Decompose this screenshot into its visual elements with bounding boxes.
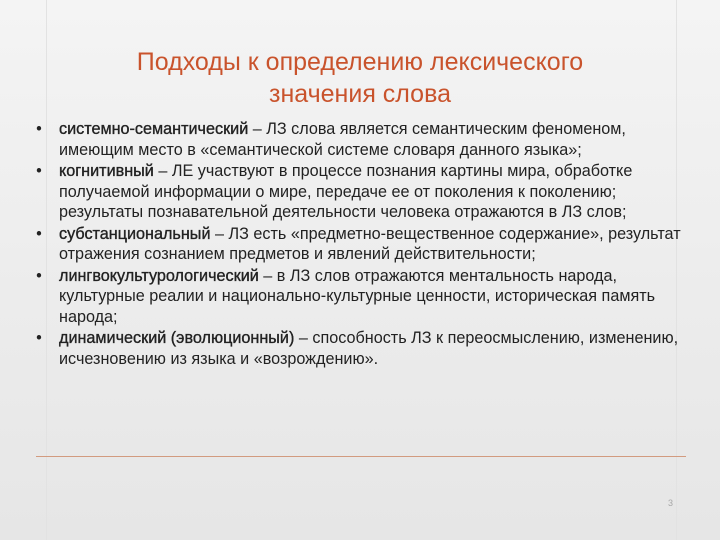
page-number: 3 bbox=[668, 498, 674, 508]
list-item bbox=[32, 266, 697, 328]
slide-title-line-2: значения слова bbox=[269, 80, 451, 108]
list-item bbox=[32, 161, 697, 223]
list-item bbox=[32, 224, 697, 265]
approach-description: – ЛЗ есть «предметно-вещественное содержание», результат отражения сознанием предметов и явлений действительности; bbox=[59, 224, 681, 263]
list-item bbox=[32, 328, 697, 369]
approach-description: – в ЛЗ слов отражаются ментальность народа, культурные реалии и национально-культурные ценности, историческая память народа; bbox=[59, 266, 656, 326]
slide-title-line-1: Подходы к определению лексического bbox=[136, 48, 584, 76]
approach-term: системно-семантический bbox=[59, 120, 249, 138]
list-item bbox=[32, 119, 697, 160]
approach-description: – ЛЕ участвуют в процессе познания картины мира, обработке получаемой информации о мире, передаче ее от поколения к поколению; результаты познавательной деятельности человека отражаются в ЛЗ слов; bbox=[59, 162, 633, 221]
approach-term: динамический (эволюционный) bbox=[59, 329, 295, 347]
bullet-icon: • bbox=[36, 120, 42, 138]
approach-description: – ЛЗ слова является семантическим феноменом, имеющим место в «семантической системе словаря данного языка»; bbox=[59, 120, 626, 159]
approach-term: лингвокультурологический bbox=[59, 266, 259, 285]
bullet-icon: • bbox=[36, 266, 42, 285]
bullet-icon: • bbox=[36, 329, 42, 347]
approach-term: субстанциональный bbox=[59, 224, 211, 243]
bullet-icon: • bbox=[36, 224, 42, 243]
footer-divider bbox=[36, 456, 686, 457]
approach-term: когнитивный bbox=[59, 162, 154, 180]
approach-description: – способность ЛЗ к переосмыслению, изменению, исчезновению из языка и «возрождению». bbox=[59, 329, 679, 368]
slide-title bbox=[40, 46, 680, 110]
bullet-list bbox=[32, 119, 697, 370]
bullet-icon: • bbox=[36, 162, 42, 180]
